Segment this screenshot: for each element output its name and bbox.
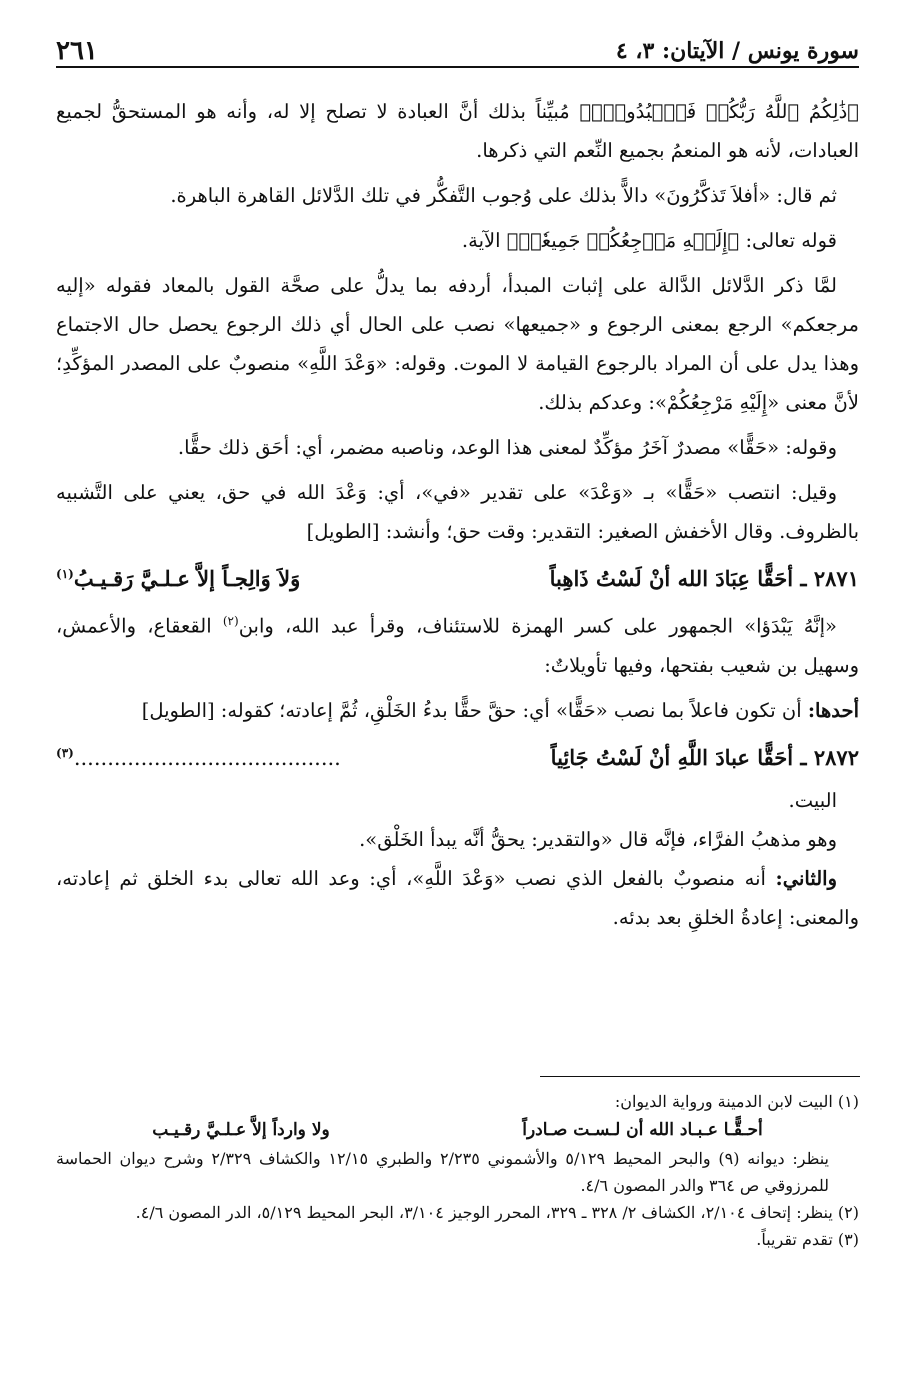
section-label: والثاني: — [775, 866, 837, 890]
poetry-verse — [56, 732, 859, 779]
paragraph: ﴿ذَٰلِكُمُ ٱللَّهُ رَبُّكُمۡ فَٱعۡبُدُوهُۚ﴾ مُبيِّناً بذلك أنَّ العبادة لا تصلح إلا له، وأنه هو المستحقُّ لجميع العبادات، لأنه هو المنعمُ بجميع النِّعم التي ذكرها. — [56, 100, 859, 162]
page-number: ٢٦١ — [56, 36, 98, 66]
footnote-ref: (١) — [56, 567, 74, 581]
footnote: ينظر: ديوانه (٩) والبحر المحيط ٥/١٢٩ والأشموني ٢/٢٣٥ والطبري ١٢/١٥ والكشاف ٢/٣٢٩ وشرح ديوان الحماسة للمرزوقي ص ٣٦٤ والدر المصون ٤/٦. — [56, 1149, 829, 1195]
footnote-verse — [56, 1115, 859, 1145]
footnote-ref: (٢) — [222, 614, 239, 628]
footnote-separator — [540, 1076, 860, 1077]
verse-hemistich: ٢٨٧٢ ـ أحَقًّا عبادَ اللَّهِ أنْ لَسْتُ جَائِياً — [550, 744, 859, 770]
poetry-verse — [56, 553, 859, 600]
surah-title: سورة يونس / الآيتان: ٣، ٤ — [615, 38, 859, 64]
verse-hemistich: أحـقًّـا عـبـاد الله أن لـسـت صـادراً — [522, 1120, 763, 1140]
paragraph: والثاني: أنه منصوبٌ بالفعل الذي نصب «وَعْدَ اللَّهِ»، أي: وعد الله تعالى بدء الخلق ثم إعادته، والمعنى: إعادةُ الخلقِ بعد بدئه. — [56, 866, 859, 929]
footnote: (٢) ينظر: إتحاف ٢/١٠٤، الكشاف ٢/ ٣٢٨ ـ ٣٢٩، المحرر الوجيز ٣/١٠٤، البحر المحيط ٥/١٢٩، الدر المصون ٤/٦. — [135, 1203, 859, 1222]
footnote: (٣) تقدم تقريباً. — [756, 1230, 859, 1249]
verse-hemistich: ........................................$^{(٣)}$ — [56, 745, 341, 770]
paragraph: البيت. — [788, 788, 837, 812]
main-text — [56, 92, 859, 937]
running-header — [56, 30, 859, 68]
paragraph: «إنَّهُ يَبْدَؤا» الجمهور على كسر الهمزة للاستئناف، وقرأ عبد الله، وابن$^{(٢)}$ القعقاع، والأعمش، وسهيل بن شعيب بفتحها، وفيها تأويلاتٌ: — [56, 614, 859, 677]
paragraph: وقيل: انتصب «حَقًّا» بـ «وَعْدَ» على تقدير «في»، أي: وَعْدَ الله في حق، يعني على التَّشبيه بالظروف. وقال الأخفش الصغير: التقدير: وقت حق؛ وأنشد: [الطويل] — [56, 481, 859, 543]
verse-hemistich: ولا وارداً إلاَّ عـلـيَّ رقـيـب — [152, 1120, 330, 1140]
section-label: أحدها: — [807, 698, 859, 722]
footnote: (١) البيت لابن الدمينة ورواية الديوان: — [614, 1092, 859, 1111]
paragraph: وقوله: «حَقًّا» مصدرٌ آخَرُ مؤكِّدٌ لمعنى هذا الوعد، وناصبه مضمر، أي: أحَق ذلك حقًّا. — [177, 436, 837, 459]
footnote-ref: (٣) — [56, 745, 74, 760]
paragraph: وهو مذهبُ الفرَّاء، فإنَّه قال «والتقدير: يحقُّ أنَّه يبدأ الخَلْق». — [359, 827, 837, 851]
verse-hemistich: وَلاَ وَالِجـاً إلاَّ عـلـيَّ رَقـيـبُ$^{(١)}$ — [56, 566, 301, 591]
verse-hemistich: ٢٨٧١ ـ أحَقًّا عِبَادَ الله أنْ لَسْتُ ذَاهِباً — [549, 566, 859, 591]
paragraph: قوله تعالى: ﴿إِلَيۡهِ مَرۡجِعُكُمۡ جَمِيعٗاۖ﴾ الآية. — [461, 229, 837, 252]
paragraph: لمَّا ذكر الدَّلائل الدَّالة على إثبات المبدأ، أردفه بما يدلُّ على صحَّة القول بالمعاد فقوله «إليه مرجعكم» الرجع بمعنى الرجوع و «جميعها» نصب على الحال أي ذلك الرجوع يحصل حال الاجتماع وهذا يدل على أن المراد بالرجوع القيامة لا الموت. وقوله: «وَعْدَ اللَّهِ» منصوبٌ على المصدر المؤكِّدِ؛ لأنَّ معنى «إِلَيْهِ مَرْجِعُكُمْ»: وعدكم بذلك. — [56, 274, 859, 414]
paragraph: ثم قال: «أفلاَ تَذكَّرُونَ» دالاًّ بذلك على وُجوب التَّفكُّر في تلك الدَّلائل القاهرة الباهرة. — [170, 184, 837, 207]
footnotes — [56, 1088, 859, 1253]
paragraph: أحدها: أن تكون فاعلاً بما نصب «حَقًّا» أي: حقَّ حقًّا بدءُ الخَلْقِ، ثُمَّ إعادته؛ كقوله: [الطويل] — [141, 698, 859, 722]
